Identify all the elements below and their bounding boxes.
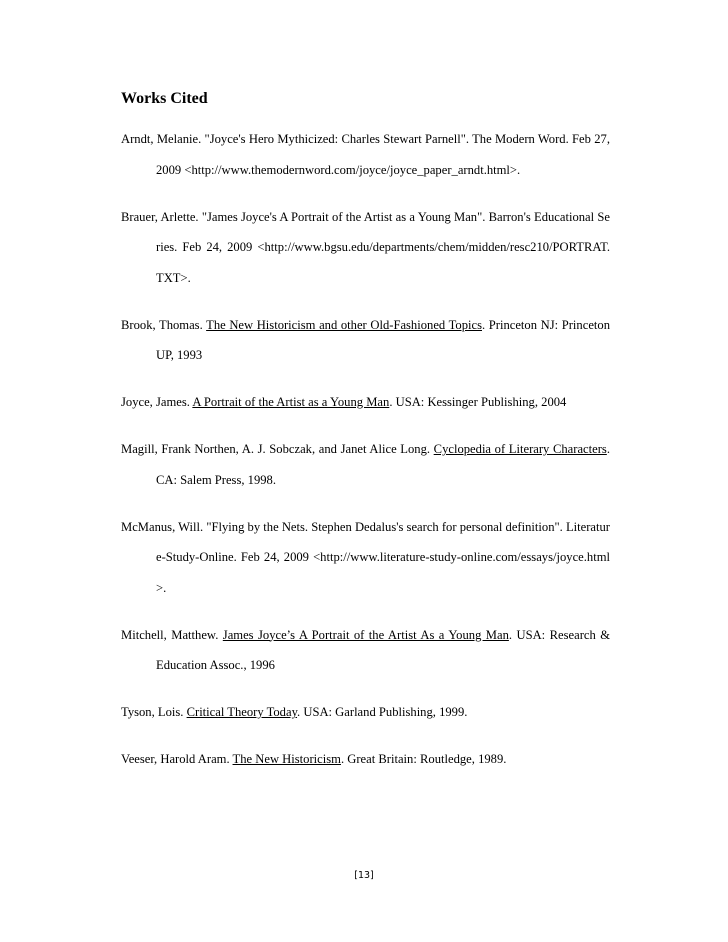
- citation-publisher: . Great Britain: Routledge, 1989.: [340, 752, 507, 766]
- citation-title: The New Historicism and other Old-Fashioned Topics: [206, 317, 482, 332]
- citation-title: The New Historicism: [232, 752, 341, 766]
- citation-publisher: . CA: Salem Press, 1998.: [156, 442, 610, 487]
- citation-list: [121, 124, 610, 791]
- citation-entry: [121, 124, 610, 185]
- citation-publisher: . Princeton NJ: Princeton UP, 1993: [156, 317, 611, 362]
- citation-entry: [121, 310, 610, 371]
- citation-author: Mitchell, Matthew.: [121, 627, 223, 642]
- citation-title: James Joyce’s A Portrait of the Artist As a Young Man: [222, 627, 509, 642]
- citation-publisher: . USA: Kessinger Publishing, 2004: [389, 395, 567, 409]
- works-cited-heading: Works Cited: [121, 90, 208, 107]
- citation-entry: [121, 434, 610, 495]
- citation-entry: [121, 387, 610, 418]
- citation-entry: [121, 744, 610, 775]
- citation-entry: [121, 512, 610, 604]
- citation-text: McManus, Will. "Flying by the Nets. Stephen Dedalus's search for personal definition". Literature-Study-Online. Feb 24, 2009 <http://www.literature-study-online.com/essays/joyce.html>.: [121, 519, 610, 595]
- page-number: [13]: [354, 870, 374, 881]
- citation-author: Tyson, Lois.: [121, 705, 187, 719]
- citation-publisher: . USA: Research & Education Assoc., 1996: [156, 627, 611, 672]
- citation-author: Magill, Frank Northen, A. J. Sobczak, and Janet Alice Long.: [121, 442, 434, 456]
- citation-text: Arndt, Melanie. "Joyce's Hero Mythicized: Charles Stewart Parnell". The Modern Word. Feb 27, 2009 <http://www.themodernword.com/joyce/joyce_paper_arndt.html>.: [121, 132, 610, 177]
- citation-publisher: . USA: Garland Publishing, 1999.: [297, 705, 468, 719]
- citation-author: Joyce, James.: [121, 395, 193, 409]
- citation-entry: [121, 620, 610, 681]
- citation-entry: [121, 202, 610, 294]
- citation-author: Brook, Thomas.: [121, 317, 207, 332]
- citation-title: Cyclopedia of Literary Characters: [433, 442, 607, 456]
- citation-author: Veeser, Harold Aram.: [121, 752, 233, 766]
- citation-title: Critical Theory Today: [186, 705, 298, 719]
- citation-title: A Portrait of the Artist as a Young Man: [192, 395, 390, 409]
- citation-entry: [121, 697, 610, 728]
- citation-text: Brauer, Arlette. "James Joyce's A Portrait of the Artist as a Young Man". Barron's Educational Series. Feb 24, 2009 <http://www.bgsu.edu/departments/chem/midden/resc210/PORTRAT.TXT>.: [121, 209, 610, 285]
